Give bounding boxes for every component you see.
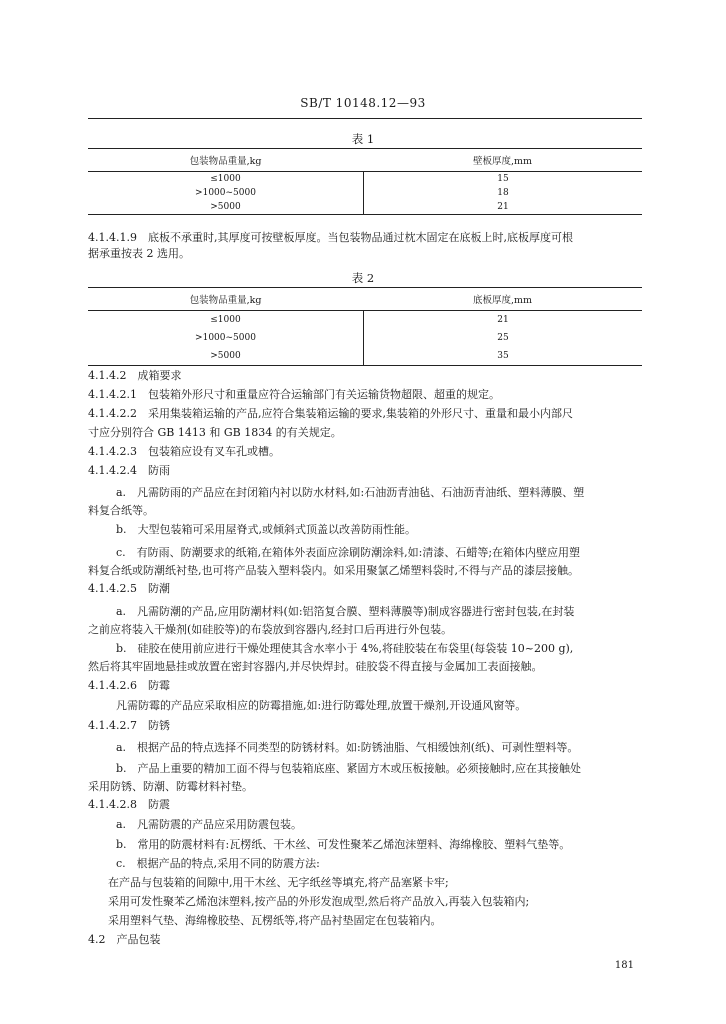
table-row xyxy=(88,186,642,200)
item-rain-a-line2: 料复合纸等。 xyxy=(88,504,154,517)
heading-4-1-4-2-4: 4.1.4.2.4 防雨 xyxy=(88,464,170,477)
table1-cell-weight: >5000 xyxy=(210,202,241,212)
heading-4-1-4-2: 4.1.4.2 成箱要求 xyxy=(88,369,182,382)
clause-4-1-4-2-2-line1: 4.1.4.2.2 采用集装箱运输的产品,应符合集装箱运输的要求,集装箱的外形尺寸、重量和最小内部尺 xyxy=(88,407,573,420)
item-moisture-a-line2: 之前应将装入干燥剂(如硅胶等)的布袋放到容器内,经封口后再进行外包装。 xyxy=(88,623,453,636)
standard-number-header: SB/T 10148.12—93 xyxy=(300,96,426,110)
heading-4-1-4-2-5: 4.1.4.2.5 防潮 xyxy=(88,582,170,595)
heading-4-2: 4.2 产品包装 xyxy=(88,933,161,946)
table1-cell-weight: ≤1000 xyxy=(210,174,241,184)
clause-4-1-4-2-3: 4.1.4.2.3 包装箱应设有叉车孔或槽。 xyxy=(88,445,280,458)
table2-caption: 表 2 xyxy=(351,271,375,285)
item-shock-a: a. 凡需防震的产品应采用防震包装。 xyxy=(116,818,303,831)
item-rain-b: b. 大型包装箱可采用屋脊式,或倾斜式顶盖以改善防雨性能。 xyxy=(116,523,417,536)
item-rust-b-line1: b. 产品上重要的精加工面不得与包装箱底座、紧固方木或压板接触。必须接触时,应在其接触处 xyxy=(116,762,582,775)
clause-4-1-4-2-2-line2: 寸应分别符合 GB 1413 和 GB 1834 的有关规定。 xyxy=(88,426,342,439)
table1-cell-thickness: 15 xyxy=(363,172,642,186)
table2-header-thickness: 底板厚度,mm xyxy=(472,295,533,306)
table-row xyxy=(88,329,642,347)
item-moisture-a-line1: a. 凡需防潮的产品,应用防潮材料(如:铝箔复合膜、塑料薄膜等)制成容器进行密封包装,在封装 xyxy=(116,605,575,618)
item-moisture-b-line1: b. 硅胶在使用前应进行干燥处理使其含水率小于 4%,将硅胶装在布袋里(每袋装 10~200 g), xyxy=(116,642,574,655)
item-rust-a: a. 根据产品的特点选择不同类型的防锈材料。如:防锈油脂、气相缓蚀剂(纸)、可剥性塑料等。 xyxy=(116,741,579,754)
shock-method-3: 采用塑料气垫、海绵橡胶垫、瓦楞纸等,将产品衬垫固定在包装箱内。 xyxy=(108,914,442,927)
heading-4-1-4-2-8: 4.1.4.2.8 防震 xyxy=(88,798,170,811)
table1-header-weight: 包装物品重量,kg xyxy=(189,156,262,167)
table2-cell-thickness: 35 xyxy=(363,347,642,365)
table1-cell-thickness: 21 xyxy=(363,200,642,214)
item-rain-c-line2: 料复合纸或防潮纸衬垫,也可将产品装入塑料袋内。如采用聚氯乙烯塑料袋时,不得与产品的漆层接触。 xyxy=(88,564,579,577)
table1-cell-weight: >1000~5000 xyxy=(195,188,256,198)
item-mold: 凡需防霉的产品应采取相应的防霉措施,如:进行防霉处理,放置干燥剂,开设通风窗等。 xyxy=(116,699,527,712)
table1-caption: 表 1 xyxy=(351,132,375,146)
table1-header-row xyxy=(88,149,642,172)
page-number: 181 xyxy=(614,960,634,971)
table2 xyxy=(88,287,642,366)
clause-4-1-4-1-9-line2: 据承重按表 2 选用。 xyxy=(88,247,190,260)
table1-header-thickness: 壁板厚度,mm xyxy=(472,156,533,167)
table2-cell-weight: >5000 xyxy=(210,351,241,361)
clause-4-1-4-1-9-line1: 4.1.4.1.9 底板不承重时,其厚度可按壁板厚度。当包装物品通过枕木固定在底板上时,底板厚度可根 xyxy=(88,231,573,244)
clause-4-1-4-2-1: 4.1.4.2.1 包装箱外形尺寸和重量应符合运输部门有关运输货物超限、超重的规定。 xyxy=(88,388,500,401)
item-shock-b: b. 常用的防震材料有:瓦楞纸、干木丝、可发性聚苯乙烯泡沫塑料、海绵橡胶、塑料气垫等。 xyxy=(116,838,571,851)
table2-cell-weight: >1000~5000 xyxy=(195,333,256,343)
table1 xyxy=(88,148,642,215)
table-row xyxy=(88,200,642,214)
heading-4-1-4-2-7: 4.1.4.2.7 防锈 xyxy=(88,719,170,732)
shock-method-1: 在产品与包装箱的间隙中,用干木丝、无字纸丝等填充,将产品塞紧卡牢; xyxy=(108,876,449,889)
shock-method-2: 采用可发性聚苯乙烯泡沫塑料,按产品的外形发泡成型,然后将产品放入,再装入包装箱内; xyxy=(108,895,530,908)
table2-cell-weight: ≤1000 xyxy=(210,315,241,325)
table2-cell-thickness: 21 xyxy=(363,311,642,329)
item-rain-a-line1: a. 凡需防雨的产品应在封闭箱内衬以防水材料,如:石油沥青油毡、石油沥青油纸、塑料薄膜、塑 xyxy=(116,486,585,499)
table-row xyxy=(88,347,642,365)
item-shock-c: c. 根据产品的特点,采用不同的防震方法: xyxy=(116,857,320,870)
table2-cell-thickness: 25 xyxy=(363,329,642,347)
table1-cell-thickness: 18 xyxy=(363,186,642,200)
table2-header-row xyxy=(88,288,642,311)
item-rain-c-line1: c. 有防雨、防潮要求的纸箱,在箱体外表面应涂刷防潮涂料,如:清漆、石蜡等;在箱体内壁应用塑 xyxy=(116,546,581,559)
item-moisture-b-line2: 然后将其牢固地悬挂或放置在密封容器内,并尽快焊封。硅胶袋不得直接与金属加工表面接触。 xyxy=(88,660,543,673)
header-rule xyxy=(88,118,642,119)
table-row xyxy=(88,172,642,186)
heading-4-1-4-2-6: 4.1.4.2.6 防霉 xyxy=(88,679,170,692)
table-row xyxy=(88,311,642,329)
item-rust-b-line2: 采用防锈、防潮、防霉材料衬垫。 xyxy=(88,780,253,793)
table2-header-weight: 包装物品重量,kg xyxy=(189,295,262,306)
